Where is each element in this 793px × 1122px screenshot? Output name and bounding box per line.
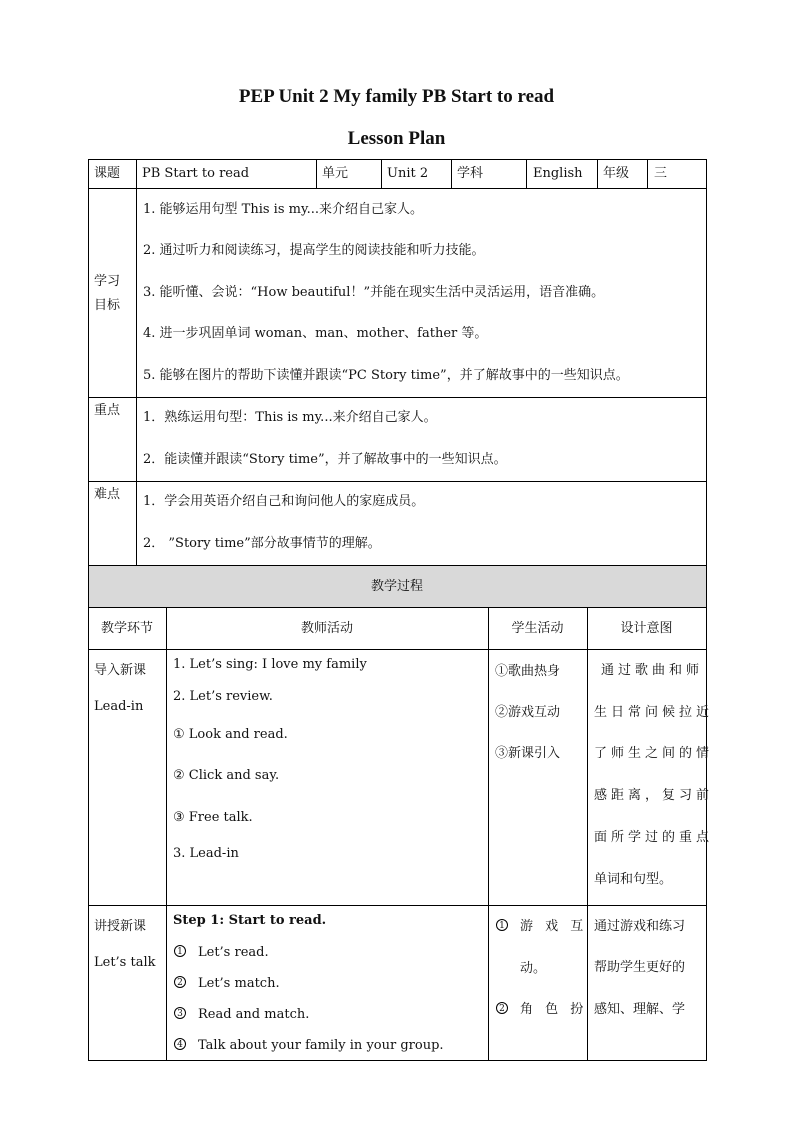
student-activity: 游 戏 互: [520, 919, 588, 934]
design-intent: 生日常问候拉近: [594, 705, 714, 720]
grid-line: [88, 565, 707, 566]
teacher-activity: 2. Let’s review.: [173, 689, 273, 704]
grid-line: [88, 1060, 707, 1061]
circled-number-icon: 1: [174, 945, 186, 957]
student-activity: ②游戏互动: [495, 705, 561, 720]
circled-number-icon: 2: [174, 976, 186, 988]
grid-line: [488, 607, 489, 1061]
teacher-activity: 3. Lead-in: [173, 846, 239, 861]
teacher-activity: ② Click and say.: [173, 768, 280, 783]
design-intent: 了师生之间的情: [594, 746, 714, 761]
grid-line: [88, 905, 707, 906]
circled-number-icon: 1: [496, 919, 508, 931]
circled-number-icon: 3: [174, 1007, 186, 1019]
design-intent: 面所学过的重点: [594, 830, 714, 845]
grid-line: [451, 159, 452, 188]
stage-name-en: Lead-in: [94, 699, 144, 714]
topic-value: PB Start to read: [142, 166, 250, 181]
column-header-intent: 设计意图: [620, 621, 673, 636]
grade-label: 年级: [603, 166, 630, 181]
objective-item: 2. 通过听力和阅读练习，提高学生的阅读技能和听力技能。: [143, 243, 485, 258]
circled-number-icon: 2: [496, 1002, 508, 1014]
topic-label: 课题: [94, 166, 121, 181]
subject-label: 学科: [457, 166, 484, 181]
teacher-activity: Read and match.: [198, 1007, 310, 1022]
grid-line: [88, 649, 707, 650]
column-header-stage: 教学环节: [100, 621, 153, 636]
objective-item: 1. 能够运用句型 This is my...来介绍自己家人。: [143, 202, 423, 217]
grid-line: [88, 397, 707, 398]
stage-name: 导入新课: [94, 663, 147, 678]
column-header-teacher: 教师活动: [300, 621, 353, 636]
grid-line: [316, 159, 317, 188]
grid-line: [136, 159, 137, 565]
circled-number-icon: 4: [174, 1038, 186, 1050]
teacher-activity: Talk about your family in your group.: [198, 1038, 444, 1053]
subject-value: English: [533, 166, 583, 181]
teacher-activity: ① Look and read.: [173, 727, 288, 742]
objectives-label-line1: 学习: [94, 274, 121, 289]
teacher-activity: Let’s read.: [198, 945, 269, 960]
objective-item: 5. 能够在图片的帮助下读懂并跟读“PC Story time”，并了解故事中的一些知识点。: [143, 368, 629, 383]
design-intent: 通过歌曲和师: [601, 663, 704, 678]
grid-line: [706, 159, 707, 1061]
grid-line: [587, 607, 588, 1061]
unit-value: Unit 2: [387, 166, 429, 181]
grid-line: [381, 159, 382, 188]
design-intent: 感距离，复习前: [594, 788, 714, 803]
teacher-activity: Let’s match.: [198, 976, 280, 991]
difficult-point-item: 1．学会用英语介绍自己和询问他人的家庭成员。: [143, 494, 425, 509]
objectives-label-line2: 目标: [94, 298, 121, 313]
student-activity: ①歌曲热身: [495, 664, 561, 679]
design-intent: 感知、理解、学: [594, 1002, 686, 1017]
process-header: 教学过程: [370, 579, 423, 594]
stage-name: 讲授新课: [94, 919, 147, 934]
design-intent: 帮助学生更好的: [594, 960, 686, 975]
key-point-item: 2．能读懂并跟读“Story time”，并了解故事中的一些知识点。: [143, 452, 507, 467]
grid-line: [647, 159, 648, 188]
grid-line: [88, 159, 707, 160]
document-subtitle: Lesson Plan: [347, 128, 446, 149]
teacher-activity: 1. Let’s sing: I love my family: [173, 657, 367, 672]
grid-line: [597, 159, 598, 188]
key-points-label: 重点: [94, 403, 121, 418]
objective-item: 3. 能听懂、会说：“How beautiful！”并能在现实生活中灵活运用，语音准确。: [143, 285, 605, 300]
difficult-point-item: 2． ”Story time”部分故事情节的理解。: [143, 536, 381, 551]
student-activity: ③新课引入: [495, 746, 561, 761]
student-activity: 动。: [520, 961, 547, 976]
stage-name-en: Let’s talk: [94, 955, 156, 970]
teacher-activity: ③ Free talk.: [173, 810, 253, 825]
objective-item: 4. 进一步巩固单词 woman、man、mother、father 等。: [143, 326, 488, 341]
key-point-item: 1．熟练运用句型：This is my...来介绍自己家人。: [143, 410, 437, 425]
difficult-points-label: 难点: [94, 487, 121, 502]
grid-line: [166, 607, 167, 1061]
grid-line: [88, 159, 89, 1061]
teacher-step-title: Step 1: Start to read.: [173, 913, 327, 928]
unit-label: 单元: [322, 166, 349, 181]
column-header-student: 学生活动: [511, 621, 564, 636]
grid-line: [88, 607, 707, 608]
grid-line: [526, 159, 527, 188]
grid-line: [88, 188, 707, 189]
grid-line: [88, 481, 707, 482]
document-title: PEP Unit 2 My family PB Start to read: [238, 86, 555, 107]
grade-value: 三: [654, 166, 668, 181]
design-intent: 通过游戏和练习: [594, 919, 686, 934]
design-intent: 单词和句型。: [594, 872, 673, 887]
student-activity: 角 色 扮: [520, 1002, 588, 1017]
